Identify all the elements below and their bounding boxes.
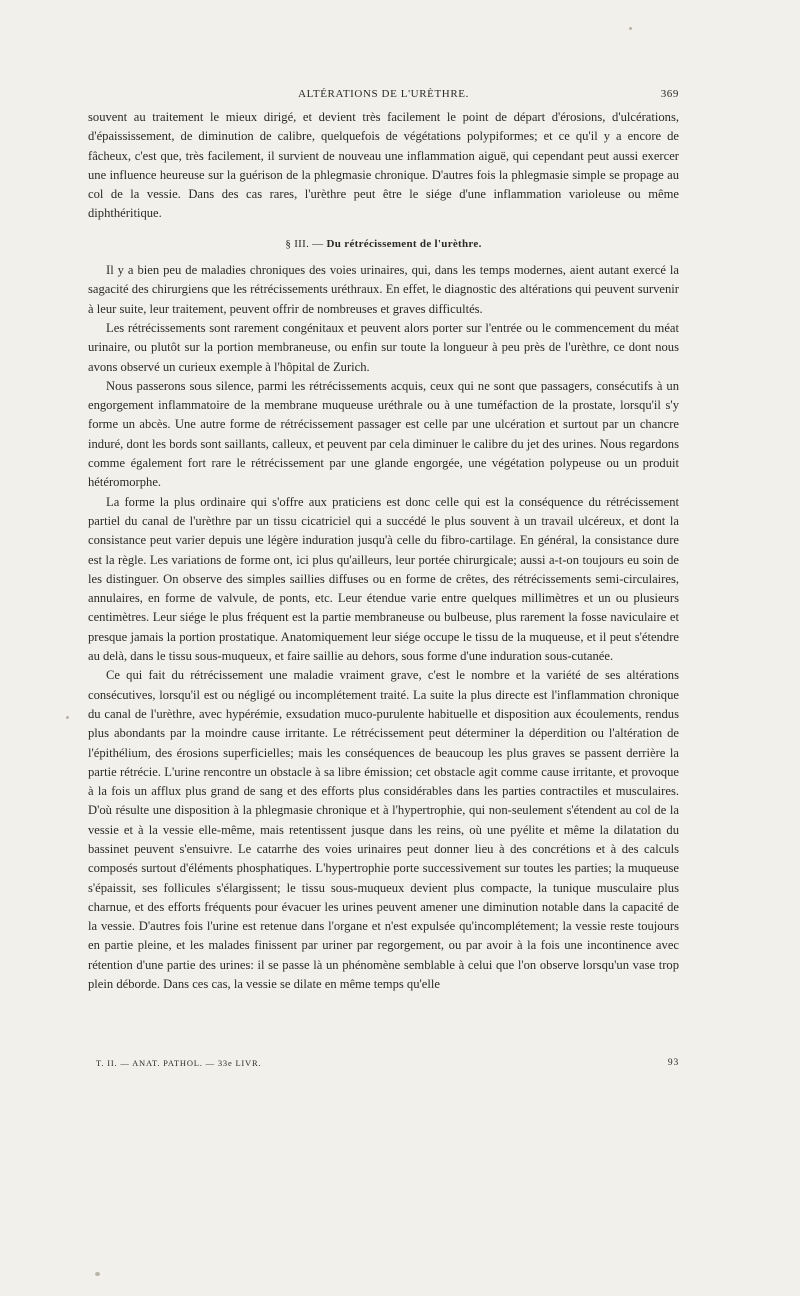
paragraph: Nous passerons sous silence, parmi les rétrécissements acquis, ceux qui ne sont que passagers, consécutifs à un engorgement inflammatoire de la membrane muqueuse uréthrale ou à une tuméfaction de la prostate, lorsqu'il s'y forme un abcès. Une autre forme de rétrécissement passager est celle par une ulcération et surtout par un chancre induré, dont les bords sont saillants, calleux, et peuvent par cela diminuer le calibre du jet des urines. Nous regardons comme également fort rare le rétrécissement par une glande engorgée, une végétation polypeuse ou un produit hétéromorphe. xyxy=(88,378,679,490)
paper-speck xyxy=(66,716,69,719)
paragraph: Ce qui fait du rétrécissement une maladie vraiment grave, c'est le nombre et la variété de ses altérations consécutives, lorsqu'il est ou négligé ou incomplétement traité. La suite la plus directe est l'inflammation chronique du canal de l'urèthre, avec hypérémie, exsudation muco-purulente habituelle et disposition aux écoulements, rendus plus abondants par la moindre cause irritante. Le rétrécissement peut déterminer la déperdition ou l'altération de l'épithélium, des érosions superficielles; mais les conséquences de beaucoup les plus graves se passent derrière la partie rétrécie. L'urine rencontre un obstacle à sa libre émission; cet obstacle agit comme cause irritante, et provoque à la fois un afflux plus grand de sang et des efforts plus considérables dans les parties contractiles et musculaires. D'où résulte une disposition à la phlegmasie chronique et à l'hypertrophie, qui non-seulement s'étendent au col de la vessie et à la vessie elle-même, mais retentissent jusque dans les reins, où une pyélite et même la dilatation du bassinet peuvent s'ensuivre. Le catarrhe des voies urinaires peut donner lieu à des concrétions et à des calculs composés surtout d'éléments phosphatiques. L'hypertrophie porte successivement sur toutes les parties; la muqueuse s'épaissit, ses follicules s'élargissent; le tissu sous-muqueux devient plus compacte, la tunique musculaire plus charnue, et des efforts fréquents pour évacuer les urines peuvent amener une diminution notable dans la capacité de la vessie. D'autres fois l'urine est retenue dans l'organe et n'est expulsée qu'incomplétement; la vessie reste toujours en partie pleine, et les malades finissent par uriner par regorgement, ou par avoir à la fois une incontinence avec rétention d'une partie des urines: il se passe là un phénomène semblable à celui que l'on observe lorsqu'un vase trop plein déborde. Dans ces cas, la vessie se dilate en même temps qu'elle xyxy=(88,668,679,992)
page-footer xyxy=(96,1058,679,1072)
paragraph: Les rétrécissements sont rarement congénitaux et peuvent alors porter sur l'entrée ou le commencement du méat urinaire, ou plutôt sur la portion membraneuse, ou enfin sur toute la longueur à peu près de l'urèthre, ce dont nous avons observé un curieux exemple à l'hôpital de Zurich. xyxy=(88,320,679,374)
section-title: Du rétrécissement de l'urèthre. xyxy=(326,237,482,250)
section-heading xyxy=(88,235,679,254)
printer-signature: T. II. — ANAT. PATHOL. — 33e LIVR. xyxy=(96,1058,262,1068)
running-title: ALTÉRATIONS DE L'URÈTHRE. xyxy=(298,88,469,100)
paragraph: La forme la plus ordinaire qui s'offre aux praticiens est donc celle qui est la conséquence du rétrécissement partiel du canal de l'urèthre par un tissu cicatriciel qui a succédé le plus souvent à un travail ulcéreux, et dont la consistance peut varier depuis une légère induration jusqu'à celle du fibro-cartilage. En général, la consistance dure est la règle. Les variations de forme ont, ici plus qu'ailleurs, leur portée chirurgicale; aussi a-t-on toujours eu soin de les distinguer. On observe des simples saillies diffuses ou en forme de crêtes, des rétrécissements semi-circulaires, annulaires, en forme de valvule, de ponts, etc. Leur étendue varie entre quelques millimètres et un ou plusieurs centimètres. Leur siége le plus fréquent est la partie membraneuse ou bulbeuse, plus rarement la fosse naviculaire et presque jamais la portion prostatique. Anatomiquement leur siége occupe le tissu de la muqueuse, et il peut s'étendre au delà, dans le tissu sous-muqueux, et faire saillie au dehors, sous forme d'une induration sous-cutanée. xyxy=(88,494,679,664)
paragraph: souvent au traitement le mieux dirigé, et devient très facilement le point de départ d'érosions, d'ulcérations, d'épaississement, de diminution de calibre, quelquefois de végétations polypiformes; et ce qu'il y a encore de fâcheux, c'est que, très facilement, il survient de nouveau une inflammation aiguë, qui cependant peut aussi exercer une influence heureuse sur la guérison de la phlegmasie chronique. D'autres fois la phlegmasie simple se propage au col de la vessie. Dans des cas rares, l'urèthre peut être le siége d'une inflammation varioleuse ou même diphthéritique. xyxy=(88,110,679,221)
paragraph: Il y a bien peu de maladies chroniques des voies urinaires, qui, dans les temps modernes, aient autant exercé la sagacité des chirurgiens que les rétrécissements uréthraux. En effet, le diagnostic des altérations qui peuvent survenir à leur suite, leur traitement, peuvent offrir de nombreuses et graves difficultés. xyxy=(88,263,679,316)
paper-speck xyxy=(629,27,632,30)
signature-number: 93 xyxy=(667,1058,679,1068)
paper-speck xyxy=(95,1272,100,1276)
section-number: § III. — xyxy=(285,237,324,250)
page-number: 369 xyxy=(660,88,679,100)
page-header xyxy=(88,88,679,106)
body-text xyxy=(88,108,679,994)
